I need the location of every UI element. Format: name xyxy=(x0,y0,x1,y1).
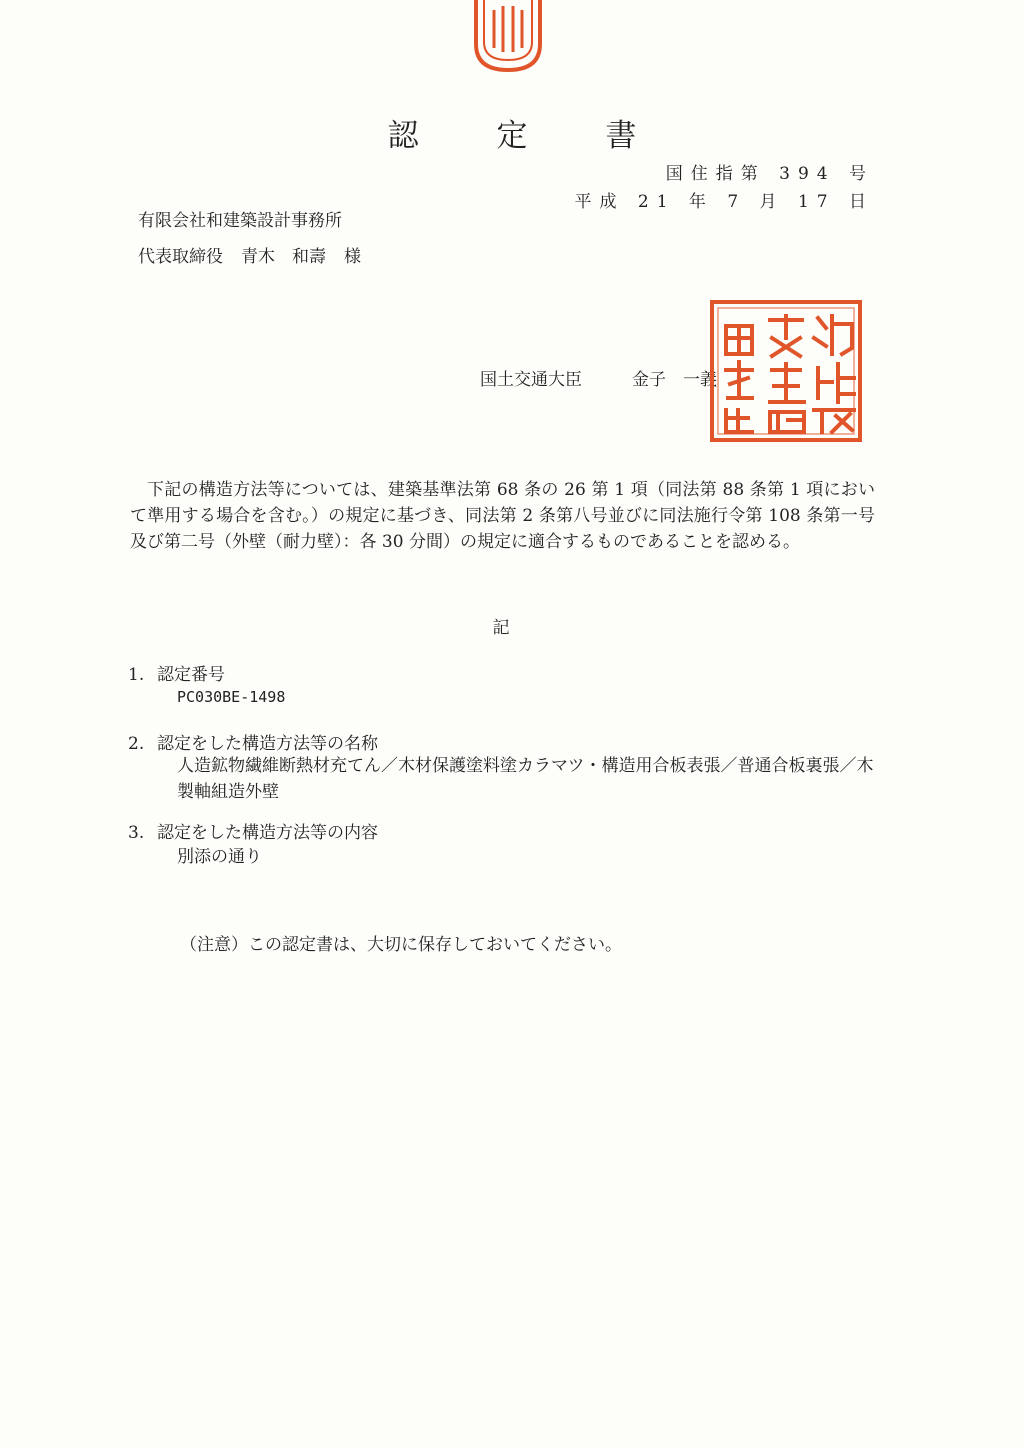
item-2-number: 2. xyxy=(128,734,145,754)
certification-statement: 下記の構造方法等については、建築基準法第 68 条の 26 第 1 項（同法第 88 条第 1 項において準用する場合を含む。）の規定に基づき、同法第 2 条第八号並びに同法施行令第 108 条第一号及び第二号（外壁（耐力壁）：各 30 分間）の規定に適合するものであることを認める。 xyxy=(130,480,875,552)
partial-seal-stamp xyxy=(470,0,546,76)
item-2-value: 人造鉱物繊維断熱材充てん／木材保護塗料塗カラマツ・構造用合板表張／普通合板裏張／木製軸組造外壁 xyxy=(177,756,874,802)
certificate-number: 国住指第 394 号 xyxy=(665,164,874,184)
recipient-honorific: 様 xyxy=(344,247,361,267)
item-3-value: 別添の通り xyxy=(177,847,262,867)
item-1-label: 認定番号 xyxy=(157,665,225,685)
document-title: 認 定 書 xyxy=(387,118,671,154)
recipient-line xyxy=(138,242,379,267)
recipient-name: 青木 和壽 xyxy=(241,247,326,267)
item-1-value: PC030BE-1498 xyxy=(177,688,286,706)
item-3-label: 認定をした構造方法等の内容 xyxy=(157,823,378,843)
item-1-number: 1. xyxy=(128,665,145,685)
item-2-label: 認定をした構造方法等の名称 xyxy=(157,734,378,754)
item-1-heading xyxy=(128,660,225,685)
issuer-title: 国土交通大臣 xyxy=(480,370,582,390)
recipient-position: 代表取締役 xyxy=(138,247,223,267)
notice-text: （注意）この認定書は、大切に保存しておいてください。 xyxy=(180,935,622,955)
item-3-number: 3. xyxy=(128,823,145,843)
issuer-name: 金子 一義 xyxy=(632,370,717,390)
recipient-company: 有限会社和建築設計事務所 xyxy=(138,211,342,231)
date-block xyxy=(574,160,874,216)
issue-date: 平成 21 年 7 月 17 日 xyxy=(574,192,874,212)
item-2-heading xyxy=(128,729,378,754)
ki-heading: 記 xyxy=(492,618,510,638)
item-3-heading xyxy=(128,818,378,843)
official-seal-stamp xyxy=(708,298,864,444)
